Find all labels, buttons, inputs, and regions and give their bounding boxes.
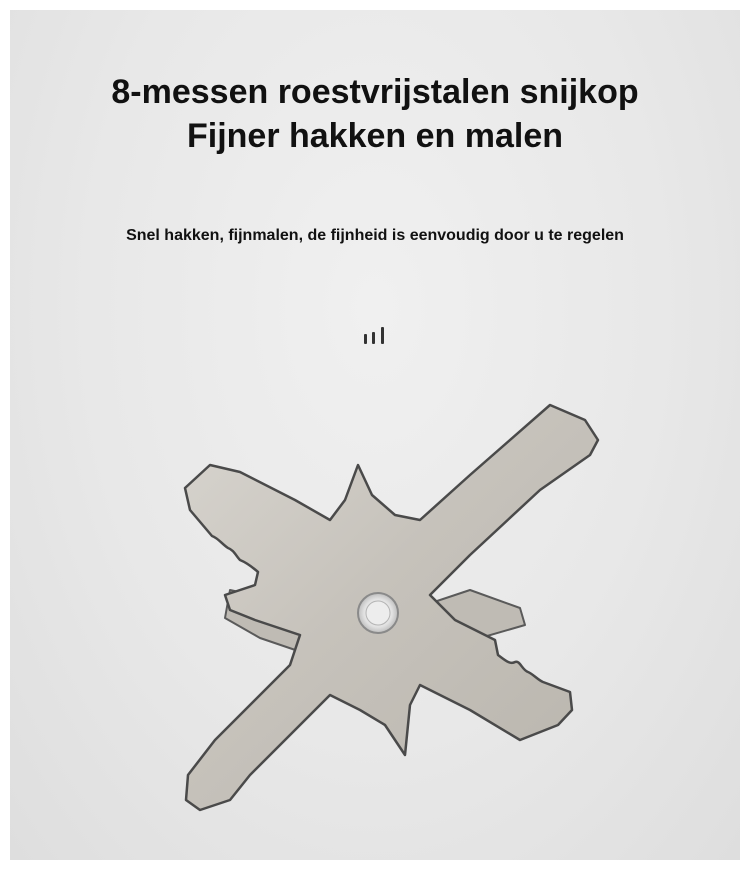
headline-line-2: Fijner hakken en malen <box>186 117 564 155</box>
divider-bars-icon <box>362 326 388 344</box>
subheadline: Snel hakken, fijnmalen, de fijnheid is eenvoudig door u te regelen <box>126 227 624 244</box>
stainless-blade-icon <box>0 380 750 860</box>
headline <box>0 70 750 158</box>
headline-line-1: 8-messen roestvrijstalen snijkop <box>111 73 639 111</box>
blade-illustration <box>0 380 750 860</box>
